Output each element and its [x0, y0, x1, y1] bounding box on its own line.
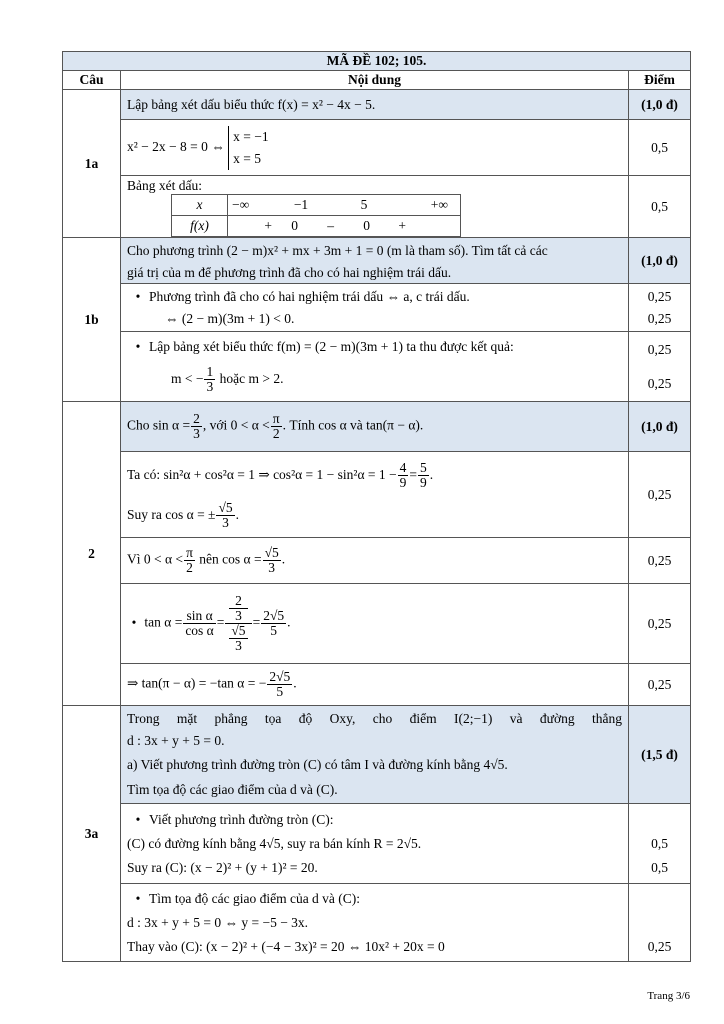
- sign-f-label: f(x): [172, 216, 228, 237]
- eq-sign: =: [252, 614, 261, 630]
- q3a-step1-scores: [629, 804, 691, 884]
- q3a-step1-line3: Suy ra (C): (x − 2)² + (y + 1)² = 20.: [127, 859, 318, 875]
- sign-x-v4: +∞: [430, 197, 448, 212]
- q3a-step1-score2: 0,5: [651, 835, 668, 851]
- q3a-prompt-line1: Trong mặt phẳng tọa độ Oxy, cho điểm I(2;−1) và đường thẳng: [127, 710, 622, 726]
- question-label-2: 2: [63, 402, 121, 706]
- q1b-prompt-line2: giá trị của m để phương trình đã cho có hai nghiệm trái dấu.: [127, 264, 452, 280]
- frac-num: sin α: [183, 609, 215, 624]
- frac-den: 5: [276, 684, 284, 699]
- q2-step3-score: 0,25: [629, 584, 691, 664]
- sign-x-v2: −1: [293, 197, 309, 212]
- q2-step2-score: 0,25: [629, 538, 691, 584]
- question-label-1a: 1a: [63, 90, 121, 238]
- eq-sign: =: [216, 614, 225, 630]
- frac-num: 2√5: [263, 608, 285, 623]
- frac-num: √5: [231, 623, 246, 638]
- col-header-cau: Câu: [63, 71, 121, 90]
- q1b-prompt-line1: Cho phương trình (2 − m)x² + mx + 3m + 1 = 0 (m là tham số). Tìm tất cả các: [127, 242, 548, 258]
- q1a-roots: [228, 126, 268, 170]
- q1b-prompt-score: (1,0 đ): [629, 238, 691, 284]
- q1a-step1: [121, 120, 629, 176]
- frac-den: 3: [268, 560, 276, 575]
- q1a-prompt: Lập bảng xét dấu biểu thức f(x) = x² − 4x − 5.: [121, 90, 629, 120]
- sign-f-v4: 0: [363, 218, 370, 233]
- frac-num: 5: [420, 459, 427, 475]
- page-number: Trang 3/6: [647, 990, 690, 1002]
- q3a-step1-line1: Viết phương trình đường tròn (C):: [149, 811, 334, 827]
- q3a-prompt-line3: a) Viết phương trình đường tròn (C) có tâm I và đường kính bằng 4√5.: [127, 756, 508, 772]
- sign-x-label: x: [172, 195, 228, 216]
- frac-den: 3: [206, 378, 214, 394]
- frac-num: 2: [193, 411, 200, 426]
- q1b-result-frac: [204, 365, 215, 394]
- sign-x-v1: −∞: [232, 197, 250, 212]
- col-header-diem: Điểm: [629, 71, 691, 90]
- sign-f-v3: –: [327, 218, 334, 233]
- q2-prompt-pre: Cho sin α =: [127, 417, 191, 433]
- q2-s1-pre: Ta có: sin²α + cos²α = 1 ⇒ cos²α = 1 − sin²α = 1 −: [127, 466, 397, 482]
- q2-step4-score: 0,25: [629, 664, 691, 706]
- q1b-result-post: hoặc m > 2.: [219, 370, 284, 386]
- answer-sheet: [62, 51, 690, 962]
- q2-s2-pre: Vì 0 < α <: [127, 551, 184, 567]
- q1b-step2-score1: 0,25: [647, 341, 672, 357]
- sign-x-v3: 5: [360, 197, 368, 212]
- q1a-table-title: Bảng xét dấu:: [127, 178, 202, 193]
- frac-den: 3: [193, 426, 200, 441]
- col-header-noi-dung: Nội dung: [121, 71, 629, 90]
- q3a-prompt-score: (1,5 đ): [629, 706, 691, 804]
- q3a-step2-scores: [629, 884, 691, 962]
- q2-step1-score: 0,25: [629, 452, 691, 538]
- q2-prompt-mid: , với 0 < α <: [202, 417, 270, 433]
- q2-compound-frac: [225, 594, 251, 653]
- q2-s2-mid: nên cos α =: [199, 551, 262, 567]
- sign-f-v1: +: [264, 218, 272, 233]
- q3a-prompt: [121, 706, 629, 804]
- q2-step4: ⇒ tan(π − α) = −tan α = − $\frac{2√5}{5}$ .: [121, 664, 629, 706]
- sign-f-values: [228, 216, 461, 237]
- q1a-prompt-score: (1,0 đ): [629, 90, 691, 120]
- q1a-sign-table: [171, 194, 461, 237]
- q2-prompt-post: . Tính cos α và tan(π − α).: [282, 417, 424, 433]
- q3a-step1-score3: 0,5: [651, 859, 668, 875]
- sign-f-v5: +: [398, 218, 406, 233]
- frac-num: 2√5: [269, 669, 291, 684]
- question-label-3a: 3a: [63, 706, 121, 962]
- q1b-step1-score2: 0,25: [647, 310, 672, 326]
- q3a-step1: • Viết phương trình đường tròn (C): (C) có đường kính bằng 4√5, suy ra bán kính R = 2√5. Suy ra (C): (x − 2)² + (y + 1)² = 20.: [121, 804, 629, 884]
- q1b-step2-scores: [629, 332, 691, 402]
- frac-num: √5: [218, 499, 233, 515]
- q3a-step2-line1: Tìm tọa độ các giao điểm của d và (C):: [149, 890, 361, 906]
- q2-step3: • tan α = $\frac{\text{sin α}}{\text{cos α}}$ = 2 3 √5 3 = $\frac{2√5}{5}$ .: [121, 584, 629, 664]
- q1b-step2-line1: Lập bảng xét biểu thức f(m) = (2 − m)(3m + 1) ta thu được kết quả:: [149, 338, 514, 354]
- q2-step2: Vì 0 < α < $\frac{\pi}{2}$ nên cos α = $\frac{√5}{3}$ .: [121, 538, 629, 584]
- sign-f-v2: 0: [291, 218, 298, 233]
- q3a-step2-line3: Thay vào (C): (x − 2)² + (−4 − 3x)² = 20 ⇔ 10x² + 20x = 0: [127, 938, 445, 954]
- frac-den: 2: [186, 560, 193, 575]
- frac-den: 5: [270, 623, 278, 638]
- q1a-table-score: 0,5: [629, 176, 691, 238]
- q1a-sign-table-cell: [121, 176, 629, 238]
- frac-num: π: [272, 411, 280, 426]
- frac-num: 4: [399, 459, 407, 475]
- q2-s3-pre: tan α =: [144, 614, 183, 630]
- frac-den: 9: [399, 474, 407, 490]
- frac-den: 9: [420, 474, 427, 490]
- q2-s1b-pre: Suy ra cos α = ±: [127, 506, 216, 522]
- q1a-root-1: x = −1: [233, 128, 269, 144]
- q1b-step2-score2: 0,25: [647, 375, 672, 391]
- q2-step1: Ta có: sin²α + cos²α = 1 ⇒ cos²α = 1 − sin²α = 1 − $\frac{4}{9}$ = $\frac{5}{9}$ . Suy ra cos α = ± $\frac{√5}{3}$ .: [121, 452, 629, 538]
- q3a-step1-line2: (C) có đường kính bằng 4√5, suy ra bán kính R = 2√5.: [127, 835, 422, 851]
- frac-den: 2: [272, 426, 280, 441]
- q1b-step2: • Lập bảng xét biểu thức f(m) = (2 − m)(3m + 1) ta thu được kết quả: m < − $\frac{1}{3}$ hoặc m > 2.: [121, 332, 629, 402]
- q3a-prompt-line4: Tìm tọa độ các giao điểm của d và (C).: [127, 781, 338, 797]
- q1b-step1-line1: Phương trình đã cho có hai nghiệm trái dấu ⇔ a, c trái dấu.: [149, 288, 470, 304]
- question-label-1b: 1b: [63, 238, 121, 402]
- q3a-step2: • Tìm tọa độ các giao điểm của d và (C): d : 3x + y + 5 = 0 ⇔ y = −5 − 3x. Thay vào (C): (x − 2)² + (−4 − 3x)² = 20 ⇔ 10x² + 20x = 0: [121, 884, 629, 962]
- q2-prompt-score: (1,0 đ): [629, 402, 691, 452]
- frac-den: 3: [235, 608, 242, 623]
- q1b-step1-score1: 0,25: [647, 288, 672, 304]
- sign-x-values: [228, 195, 461, 216]
- q1b-prompt: [121, 238, 629, 284]
- frac-den: 3: [222, 514, 229, 530]
- q3a-prompt-line2: d : 3x + y + 5 = 0.: [127, 732, 225, 748]
- frac-num: 1: [206, 363, 214, 379]
- frac-den: 3: [235, 638, 242, 653]
- q1b-step1-line2: ⇔ (2 − m)(3m + 1) < 0.: [165, 310, 295, 326]
- frac-num: 2: [229, 594, 247, 609]
- q1a-step1-score: 0,5: [629, 120, 691, 176]
- exam-code-title: MÃ ĐỀ 102; 105.: [63, 52, 691, 71]
- q1b-step1-scores: [629, 284, 691, 332]
- eq-sign: =: [409, 466, 418, 482]
- frac-num: π: [186, 545, 193, 560]
- q3a-step2-line2: d : 3x + y + 5 = 0 ⇔ y = −5 − 3x.: [127, 914, 309, 930]
- q3a-step2-score3: 0,25: [647, 938, 672, 954]
- q1b-result-pre: m < −: [171, 370, 204, 386]
- frac-num: √5: [264, 545, 279, 560]
- q1a-step1-eq: x² − 2x − 8 = 0 ⇔: [127, 138, 225, 154]
- q1b-step1: • Phương trình đã cho có hai nghiệm trái dấu ⇔ a, c trái dấu. ⇔ (2 − m)(3m + 1) < 0.: [121, 284, 629, 332]
- q2-prompt: [121, 402, 629, 452]
- frac-den: cos α: [185, 623, 214, 638]
- q1a-root-2: x = 5: [233, 150, 262, 166]
- answer-table: [62, 51, 691, 962]
- period: .: [429, 466, 434, 482]
- q2-s4-pre: ⇒ tan(π − α) = −tan α = −: [127, 675, 267, 691]
